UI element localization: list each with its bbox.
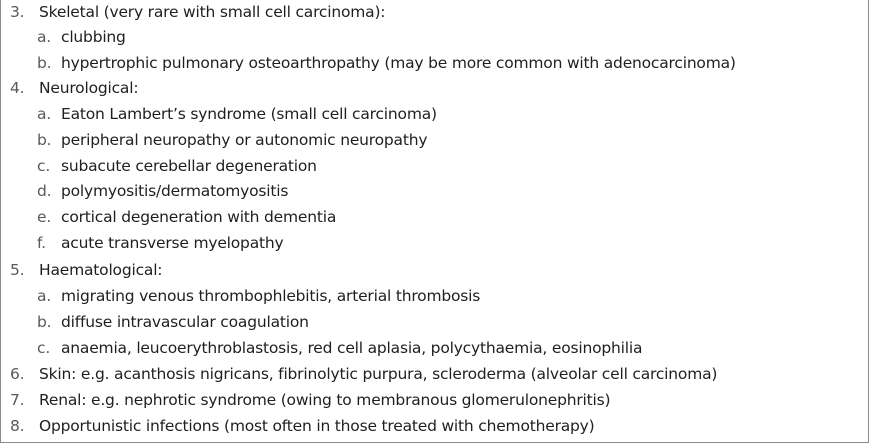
list-subitem-5b	[37, 311, 309, 333]
list-item-6	[10, 363, 717, 385]
list-subitem-letter: b.	[37, 54, 52, 72]
list-subitem-4b	[37, 129, 427, 151]
list-subitem-text: polymyositis/dermatomyositis	[61, 182, 289, 200]
list-item-8	[10, 415, 595, 437]
list-subitem-letter: e.	[37, 208, 52, 226]
list-subitem-4d	[37, 180, 288, 202]
list-subitem-text: diffuse intravascular coagulation	[61, 313, 309, 331]
list-subitem-4a	[37, 103, 437, 125]
list-subitem-3b	[37, 52, 736, 74]
list-item-5	[10, 259, 162, 281]
list-item-text: Skin: e.g. acanthosis nigricans, fibrinolytic purpura, scleroderma (alveolar cell carcinoma)	[39, 365, 718, 383]
list-subitem-letter: c.	[37, 157, 51, 175]
list-item-number: 8.	[10, 417, 25, 435]
list-subitem-text: peripheral neuropathy or autonomic neuropathy	[61, 131, 428, 149]
list-item-3	[10, 1, 385, 23]
list-item-7	[10, 389, 610, 411]
list-subitem-5c	[37, 337, 642, 359]
list-subitem-letter: a.	[37, 28, 52, 46]
list-item-4	[10, 77, 138, 99]
list-item-number: 3.	[10, 3, 25, 21]
list-item-text: Renal: e.g. nephrotic syndrome (owing to membranous glomerulonephritis)	[39, 391, 611, 409]
list-subitem-4e	[37, 206, 336, 228]
list-subitem-text: Eaton Lambert’s syndrome (small cell carcinoma)	[61, 105, 437, 123]
list-item-number: 7.	[10, 391, 25, 409]
list-subitem-3a	[37, 26, 126, 48]
list-subitem-letter: f.	[37, 234, 46, 252]
list-subitem-text: cortical degeneration with dementia	[61, 208, 337, 226]
list-item-text: Opportunistic infections (most often in those treated with chemotherapy)	[39, 417, 595, 435]
list-subitem-text: acute transverse myelopathy	[61, 234, 284, 252]
list-subitem-text: anaemia, leucoerythroblastosis, red cell aplasia, polycythaemia, eosinophilia	[61, 339, 643, 357]
list-subitem-4f	[37, 232, 283, 254]
list-item-text: Neurological:	[39, 79, 139, 97]
list-subitem-text: clubbing	[61, 28, 126, 46]
list-subitem-text: migrating venous thrombophlebitis, arterial thrombosis	[61, 287, 481, 305]
list-item-text: Haematological:	[39, 261, 163, 279]
list-item-number: 4.	[10, 79, 25, 97]
list-subitem-letter: b.	[37, 131, 52, 149]
list-subitem-letter: d.	[37, 182, 52, 200]
list-subitem-letter: c.	[37, 339, 51, 357]
list-subitem-letter: a.	[37, 105, 52, 123]
list-subitem-letter: b.	[37, 313, 52, 331]
list-subitem-4c	[37, 155, 317, 177]
list-item-number: 5.	[10, 261, 25, 279]
list-subitem-text: subacute cerebellar degeneration	[61, 157, 317, 175]
list-item-number: 6.	[10, 365, 25, 383]
list-subitem-5a	[37, 285, 480, 307]
list-item-text: Skeletal (very rare with small cell carcinoma):	[39, 3, 386, 21]
list-subitem-letter: a.	[37, 287, 52, 305]
list-subitem-text: hypertrophic pulmonary osteoarthropathy (may be more common with adenocarcinoma)	[61, 54, 736, 72]
